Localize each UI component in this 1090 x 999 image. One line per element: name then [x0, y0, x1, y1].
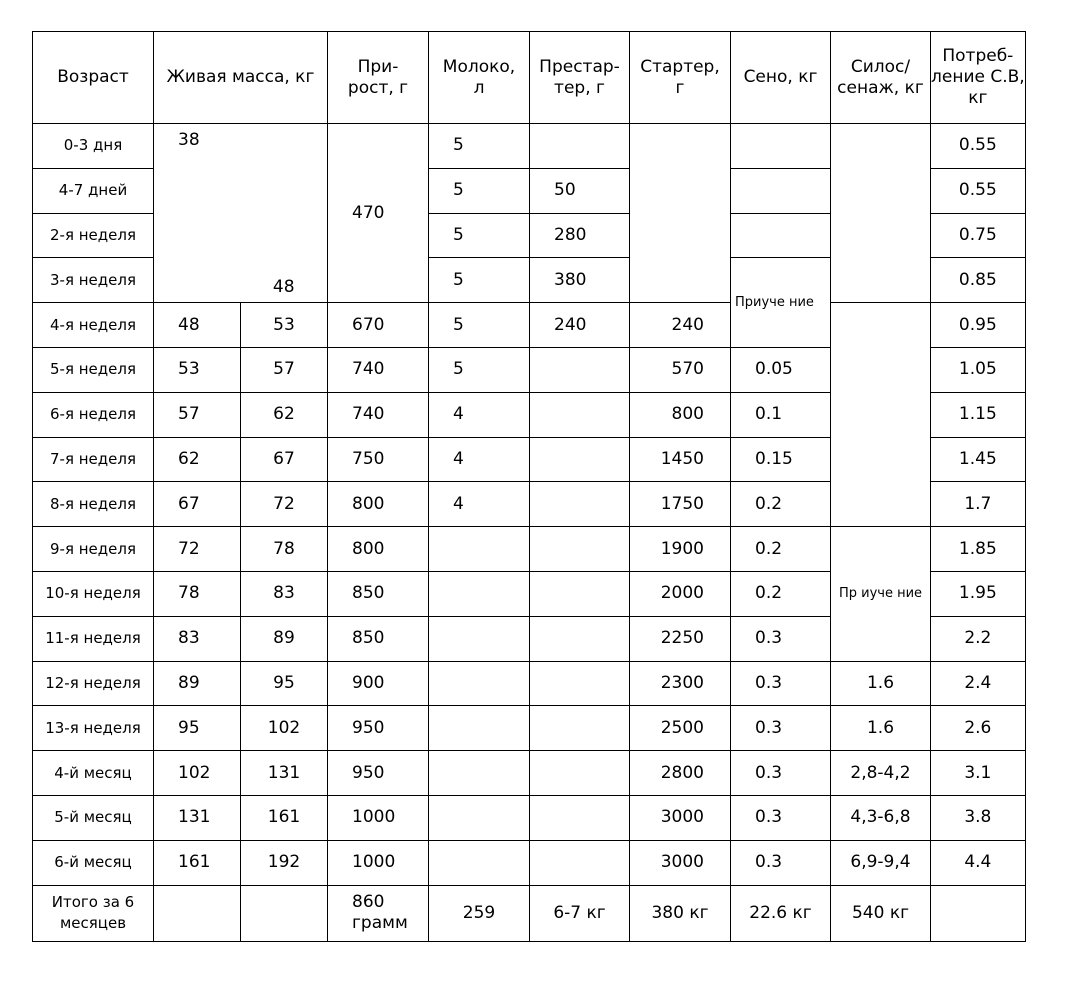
silage-cell — [831, 124, 931, 303]
weight-start-cell: 38 — [154, 124, 241, 303]
milk-cell: 5 — [429, 124, 530, 169]
gain-cell: 800 — [328, 527, 429, 572]
header-dm: Потреб- ление С.В, кг — [931, 32, 1026, 124]
prestarter-cell: 240 — [530, 303, 630, 348]
prestarter-cell — [530, 616, 630, 661]
header-gain: При- рост, г — [328, 32, 429, 124]
age-cell: 12-я неделя — [33, 661, 154, 706]
starter-cell: 1900 — [630, 527, 731, 572]
hay-cell — [731, 213, 831, 258]
hay-cell: 0.3 — [731, 616, 831, 661]
starter-cell — [630, 168, 731, 213]
totals-starter: 380 кг — [630, 885, 731, 941]
age-cell: 10-я неделя — [33, 571, 154, 616]
weight-end-cell: 72 — [241, 482, 328, 527]
weight-start-cell: 83 — [154, 616, 241, 661]
starter-cell: 1450 — [630, 437, 731, 482]
dm-cell: 1.7 — [931, 482, 1026, 527]
table-row — [33, 840, 1026, 885]
age-cell: 5-я неделя — [33, 347, 154, 392]
starter-cell: 1750 — [630, 482, 731, 527]
weight-end-cell: 192 — [241, 840, 328, 885]
weight-start-cell: 131 — [154, 795, 241, 840]
age-cell: 4-7 дней — [33, 168, 154, 213]
milk-cell: 4 — [429, 482, 530, 527]
age-cell: 9-я неделя — [33, 527, 154, 572]
weight-end-cell: 131 — [241, 751, 328, 796]
age-cell: 4-й месяц — [33, 751, 154, 796]
hay-training-cell: Приуче ние — [731, 258, 831, 348]
weight-end-cell: 67 — [241, 437, 328, 482]
totals-gain: 860 грамм — [328, 885, 429, 941]
age-cell: 6-й месяц — [33, 840, 154, 885]
hay-cell: 0.2 — [731, 527, 831, 572]
totals-silage: 540 кг — [831, 885, 931, 941]
gain-cell: 850 — [328, 571, 429, 616]
silage-training-cell: Пр иуче ние — [831, 527, 931, 661]
milk-cell — [429, 840, 530, 885]
totals-label: Итого за 6 месяцев — [33, 885, 154, 941]
weight-start-cell: 161 — [154, 840, 241, 885]
dm-cell: 1.45 — [931, 437, 1026, 482]
milk-cell: 5 — [429, 258, 530, 303]
hay-cell: 0.3 — [731, 706, 831, 751]
header-hay: Сено, кг — [731, 32, 831, 124]
silage-cell — [831, 303, 931, 527]
totals-hay: 22.6 кг — [731, 885, 831, 941]
starter-cell — [630, 124, 731, 169]
dm-cell: 1.15 — [931, 392, 1026, 437]
totals-row — [33, 885, 1026, 941]
dm-cell: 0.55 — [931, 124, 1026, 169]
milk-cell — [429, 795, 530, 840]
table-row — [33, 706, 1026, 751]
starter-cell: 2500 — [630, 706, 731, 751]
dm-cell: 2.2 — [931, 616, 1026, 661]
milk-cell: 5 — [429, 303, 530, 348]
dm-cell: 0.95 — [931, 303, 1026, 348]
milk-cell: 4 — [429, 392, 530, 437]
hay-cell: 0.2 — [731, 571, 831, 616]
header-weight: Живая масса, кг — [154, 32, 328, 124]
starter-cell — [630, 258, 731, 303]
starter-cell: 3000 — [630, 795, 731, 840]
gain-cell: 950 — [328, 706, 429, 751]
milk-cell: 5 — [429, 347, 530, 392]
totals-weight-end — [241, 885, 328, 941]
age-cell: 5-й месяц — [33, 795, 154, 840]
gain-cell: 1000 — [328, 795, 429, 840]
weight-start-cell: 62 — [154, 437, 241, 482]
prestarter-cell — [530, 527, 630, 572]
hay-cell: 0.1 — [731, 392, 831, 437]
gain-cell: 850 — [328, 616, 429, 661]
starter-cell: 3000 — [630, 840, 731, 885]
table-row — [33, 303, 1026, 348]
weight-start-cell: 102 — [154, 751, 241, 796]
totals-milk: 259 — [429, 885, 530, 941]
gain-cell: 670 — [328, 303, 429, 348]
dm-cell: 2.6 — [931, 706, 1026, 751]
weight-end-cell: 62 — [241, 392, 328, 437]
header-prestarter: Престар- тер, г — [530, 32, 630, 124]
table-row — [33, 661, 1026, 706]
silage-cell: 1.6 — [831, 661, 931, 706]
weight-start-cell: 95 — [154, 706, 241, 751]
gain-cell: 470 — [328, 124, 429, 303]
silage-cell: 4,3-6,8 — [831, 795, 931, 840]
age-cell: 13-я неделя — [33, 706, 154, 751]
weight-start-cell: 67 — [154, 482, 241, 527]
prestarter-cell — [530, 437, 630, 482]
hay-cell — [731, 124, 831, 169]
header-starter: Стартер, г — [630, 32, 731, 124]
silage-cell: 2,8-4,2 — [831, 751, 931, 796]
feeding-table — [32, 31, 1026, 942]
weight-end-cell: 83 — [241, 571, 328, 616]
age-cell: 2-я неделя — [33, 213, 154, 258]
age-cell: 6-я неделя — [33, 392, 154, 437]
weight-start-cell: 89 — [154, 661, 241, 706]
prestarter-cell: 50 — [530, 168, 630, 213]
prestarter-cell — [530, 482, 630, 527]
table-row — [33, 751, 1026, 796]
gain-cell: 740 — [328, 392, 429, 437]
milk-cell — [429, 661, 530, 706]
weight-end-cell: 78 — [241, 527, 328, 572]
starter-cell — [630, 213, 731, 258]
totals-weight-start — [154, 885, 241, 941]
milk-cell — [429, 527, 530, 572]
hay-cell: 0.3 — [731, 751, 831, 796]
prestarter-cell — [530, 795, 630, 840]
milk-cell — [429, 571, 530, 616]
starter-cell: 570 — [630, 347, 731, 392]
prestarter-cell — [530, 392, 630, 437]
dm-cell: 3.1 — [931, 751, 1026, 796]
hay-cell: 0.05 — [731, 347, 831, 392]
silage-cell: 1.6 — [831, 706, 931, 751]
gain-cell: 800 — [328, 482, 429, 527]
prestarter-cell — [530, 124, 630, 169]
age-cell: 8-я неделя — [33, 482, 154, 527]
weight-start-cell: 48 — [154, 303, 241, 348]
starter-cell: 2300 — [630, 661, 731, 706]
prestarter-cell — [530, 571, 630, 616]
weight-start-cell: 53 — [154, 347, 241, 392]
silage-cell: 6,9-9,4 — [831, 840, 931, 885]
weight-start-cell: 78 — [154, 571, 241, 616]
starter-cell: 800 — [630, 392, 731, 437]
header-silage: Силос/ сенаж, кг — [831, 32, 931, 124]
age-cell: 0-3 дня — [33, 124, 154, 169]
gain-cell: 1000 — [328, 840, 429, 885]
hay-cell: 0.15 — [731, 437, 831, 482]
milk-cell — [429, 751, 530, 796]
milk-cell: 4 — [429, 437, 530, 482]
header-age: Возраст — [33, 32, 154, 124]
weight-end-cell: 95 — [241, 661, 328, 706]
prestarter-cell: 280 — [530, 213, 630, 258]
table-row — [33, 795, 1026, 840]
milk-cell: 5 — [429, 213, 530, 258]
gain-cell: 750 — [328, 437, 429, 482]
header-milk: Молоко, л — [429, 32, 530, 124]
gain-cell: 900 — [328, 661, 429, 706]
dm-cell: 0.75 — [931, 213, 1026, 258]
age-cell: 3-я неделя — [33, 258, 154, 303]
age-cell: 11-я неделя — [33, 616, 154, 661]
weight-end-cell: 161 — [241, 795, 328, 840]
weight-start-cell: 72 — [154, 527, 241, 572]
table-row — [33, 124, 1026, 169]
weight-end-cell: 102 — [241, 706, 328, 751]
milk-cell — [429, 706, 530, 751]
dm-cell: 0.85 — [931, 258, 1026, 303]
hay-cell — [731, 168, 831, 213]
hay-cell: 0.3 — [731, 840, 831, 885]
weight-end-cell: 89 — [241, 616, 328, 661]
dm-cell: 4.4 — [931, 840, 1026, 885]
prestarter-cell — [530, 840, 630, 885]
weight-end-cell: 57 — [241, 347, 328, 392]
prestarter-cell — [530, 751, 630, 796]
hay-cell: 0.3 — [731, 661, 831, 706]
totals-prestarter: 6-7 кг — [530, 885, 630, 941]
prestarter-cell — [530, 706, 630, 751]
starter-cell: 240 — [630, 303, 731, 348]
dm-cell: 0.55 — [931, 168, 1026, 213]
gain-cell: 740 — [328, 347, 429, 392]
milk-cell — [429, 616, 530, 661]
dm-cell: 3.8 — [931, 795, 1026, 840]
age-cell: 4-я неделя — [33, 303, 154, 348]
dm-cell: 1.95 — [931, 571, 1026, 616]
weight-end-cell: 53 — [241, 303, 328, 348]
prestarter-cell: 380 — [530, 258, 630, 303]
dm-cell: 1.05 — [931, 347, 1026, 392]
age-cell: 7-я неделя — [33, 437, 154, 482]
starter-cell: 2800 — [630, 751, 731, 796]
prestarter-cell — [530, 661, 630, 706]
starter-cell: 2250 — [630, 616, 731, 661]
milk-cell: 5 — [429, 168, 530, 213]
dm-cell: 1.85 — [931, 527, 1026, 572]
totals-dm — [931, 885, 1026, 941]
weight-start-cell: 57 — [154, 392, 241, 437]
table-row — [33, 527, 1026, 572]
starter-cell: 2000 — [630, 571, 731, 616]
weight-end-cell: 48 — [241, 124, 328, 303]
dm-cell: 2.4 — [931, 661, 1026, 706]
hay-cell: 0.3 — [731, 795, 831, 840]
gain-cell: 950 — [328, 751, 429, 796]
prestarter-cell — [530, 347, 630, 392]
hay-cell: 0.2 — [731, 482, 831, 527]
